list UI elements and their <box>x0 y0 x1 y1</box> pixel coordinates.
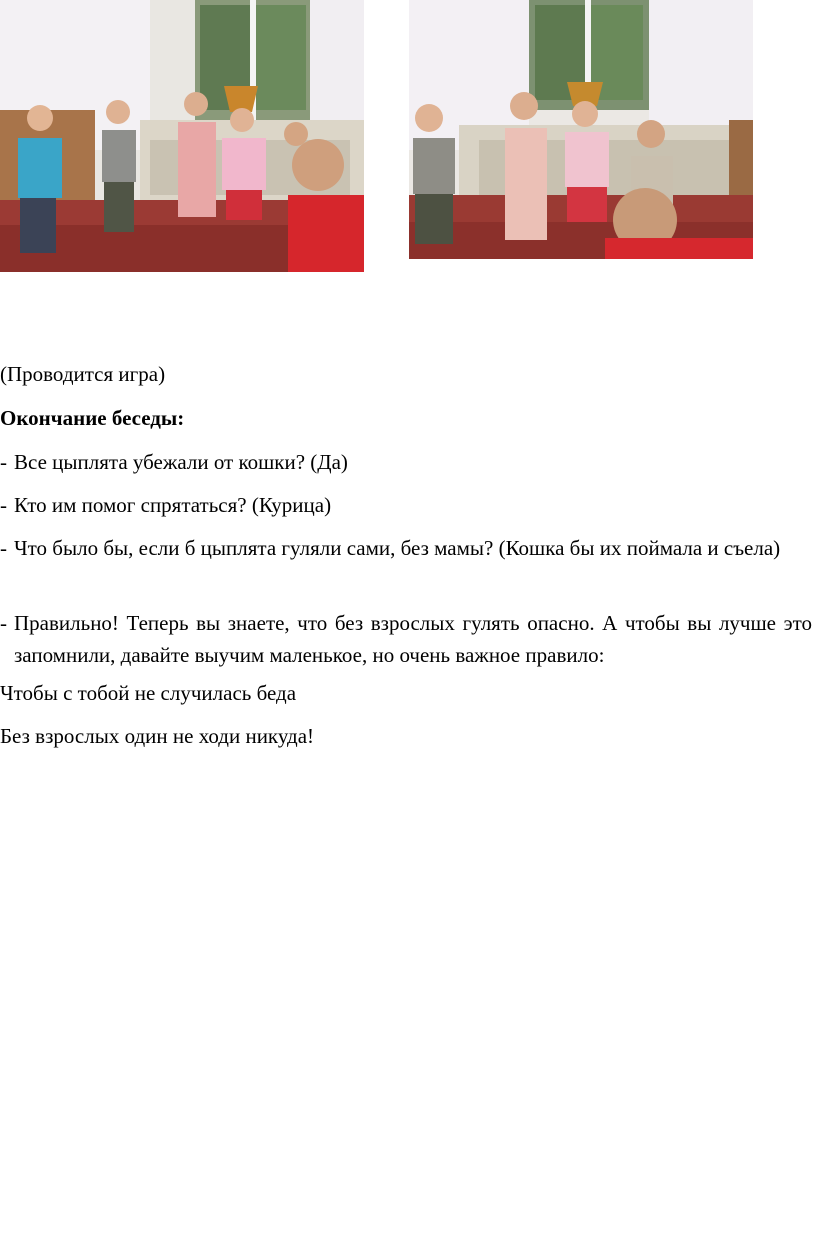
game-note: (Проводится игра) <box>0 362 166 386</box>
question-1-text: Все цыплята убежали от кошки? (Да) <box>14 450 348 474</box>
conversation-end-heading: Окончание беседы: <box>0 406 185 430</box>
dash-bullet: - <box>0 611 7 635</box>
question-1 <box>0 446 812 478</box>
teacher-remark <box>0 607 812 671</box>
question-2-text: Кто им помог спрятаться? (Курица) <box>14 493 332 517</box>
rule-line-2: Без взрослых один не ходи никуда! <box>0 724 315 748</box>
dash-bullet: - <box>0 536 7 560</box>
dash-bullet: - <box>0 450 7 474</box>
teacher-remark-text: Правильно! Теперь вы знаете, что без взрослых гулять опасно. А чтобы вы лучше это запомнили, давайте выучим маленькое, но очень важное правило: <box>14 611 812 667</box>
dash-bullet: - <box>0 493 7 517</box>
rule-line-1: Чтобы с тобой не случилась беда <box>0 681 297 705</box>
question-3-text: Что было бы, если б цыплята гуляли сами, без мамы? (Кошка бы их поймала и съела) <box>14 536 781 560</box>
question-2 <box>0 489 812 521</box>
question-3 <box>0 532 812 596</box>
